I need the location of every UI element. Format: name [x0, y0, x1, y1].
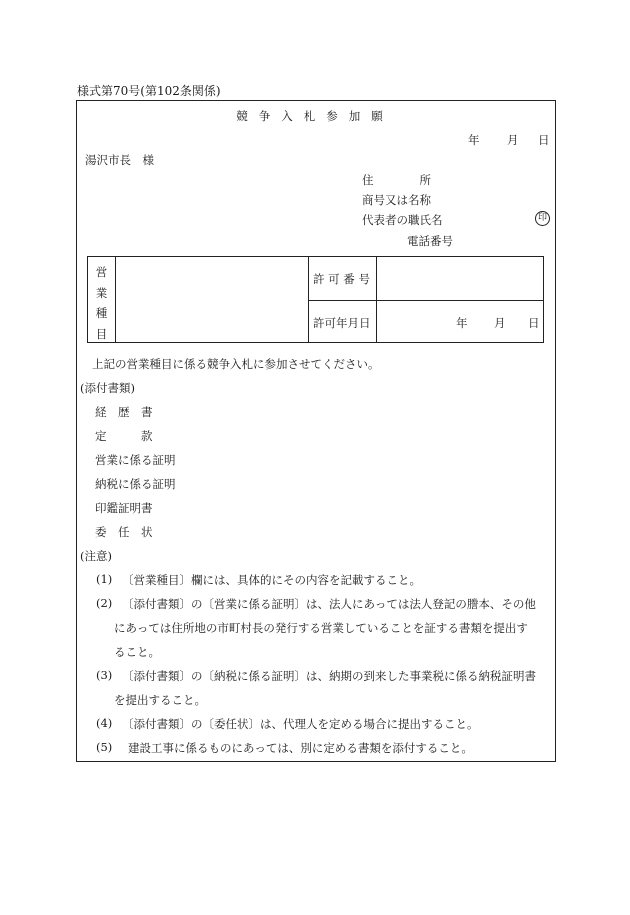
seal-mark: 印 [535, 211, 550, 226]
attachment-item: 委 任 状 [95, 525, 153, 539]
notes-heading: (注意) [80, 549, 112, 563]
addressee: 湯沢市長 様 [85, 153, 154, 167]
note-text: 〔添付書類〕の〔納税に係る証明〕は、納期の到来した事業税に係る納税証明書 [122, 669, 536, 683]
attachments-heading: (添付書類) [80, 381, 135, 395]
note-text: ること。 [114, 645, 160, 659]
attachment-item: 営業に係る証明 [95, 453, 176, 467]
business-type-label [88, 262, 115, 344]
business-type-char: 業 [95, 285, 108, 300]
note-text: 〔添付書類〕の〔営業に係る証明〕は、法人にあっては法人登記の謄本、その他 [122, 597, 536, 611]
note-text: 〔営業種目〕欄には、具体的にその内容を記載すること。 [122, 573, 421, 587]
note-number: (1) [96, 572, 113, 586]
permit-number-label: 許 可 番 号 [313, 272, 370, 286]
date-day-label: 日 [538, 133, 550, 147]
phone-label: 電話番号 [407, 234, 453, 248]
note-number: (4) [96, 716, 113, 730]
permit-date-day: 日 [528, 316, 540, 330]
note-text: 〔添付書類〕の〔委任状〕は、代理人を定める場合に提出すること。 [122, 717, 479, 731]
note-number: (2) [96, 596, 113, 610]
note-number: (3) [96, 668, 113, 682]
form-number-label: 様式第70号(第102条関係) [77, 84, 221, 98]
note-number: (5) [96, 740, 113, 754]
attachment-item: 定 款 [95, 429, 153, 443]
trade-name-label: 商号又は名称 [362, 193, 431, 207]
note-text: にあっては住所地の市町村長の発行する営業していることを証する書類を提出す [114, 621, 528, 635]
attachment-item: 印鑑証明書 [95, 501, 153, 515]
date-month-label: 月 [507, 133, 519, 147]
request-text: 上記の営業種目に係る競争入札に参加させてください。 [92, 357, 380, 371]
business-type-char: 営 [95, 265, 108, 279]
representative-label: 代表者の職氏名 [362, 213, 443, 227]
attachment-item: 経 歴 書 [95, 405, 153, 419]
permit-date-month: 月 [494, 316, 506, 330]
note-text: 建設工事に係るものにあっては、別に定める書類を添付すること。 [128, 741, 473, 755]
business-permit-table [87, 256, 544, 343]
date-year-label: 年 [468, 133, 480, 147]
form-title: 競争入札参加願 [236, 109, 394, 123]
business-type-char: 種 [95, 306, 108, 320]
permit-date-year: 年 [456, 316, 468, 330]
address-label: 住 所 [362, 173, 431, 187]
permit-date-label: 許可年月日 [313, 316, 371, 330]
attachment-item: 納税に係る証明 [95, 477, 176, 491]
note-text: を提出すること。 [114, 693, 206, 707]
business-type-char: 目 [95, 326, 108, 341]
